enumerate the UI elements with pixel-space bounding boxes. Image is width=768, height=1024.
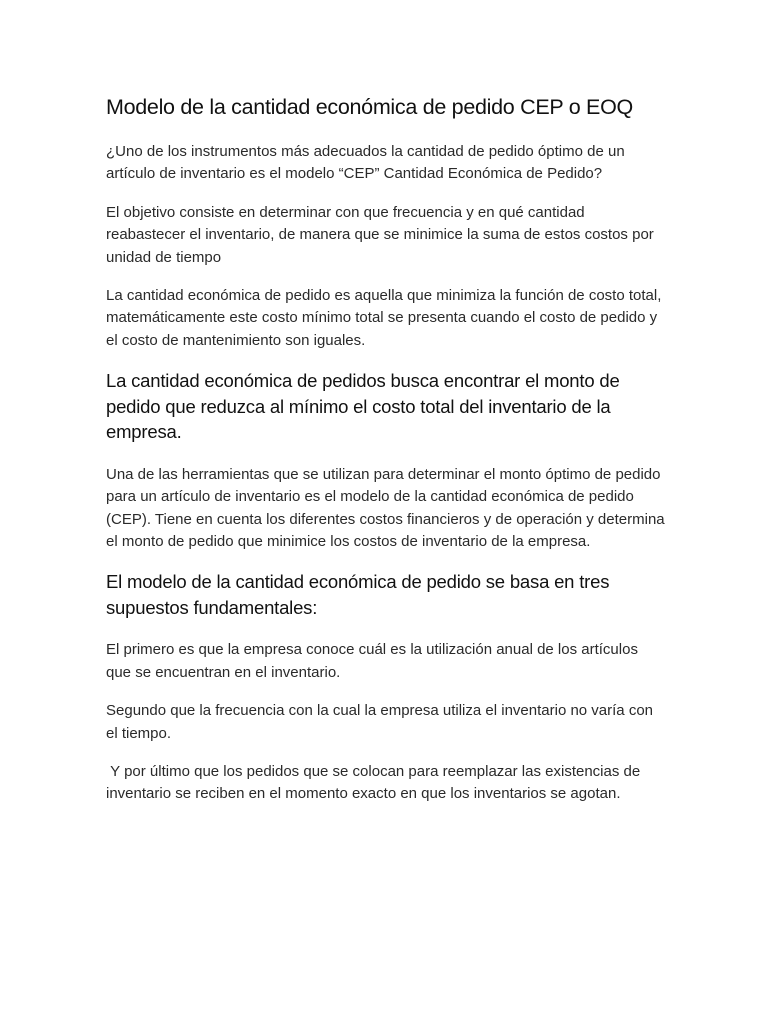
section-heading-purpose: La cantidad económica de pedidos busca encontrar el monto de pedido que reduzca al mínimo el costo total del inventario de la empresa. (106, 370, 620, 443)
intro-paragraph-question: ¿Uno de los instrumentos más adecuados la cantidad de pedido óptimo de un artículo de inventario es el modelo “CEP” Cantidad Económica de Pedido? (106, 143, 625, 183)
intro-paragraph-definition: La cantidad económica de pedido es aquella que minimiza la función de costo total, matemáticamente este costo mínimo total se presenta cuando el costo de pedido y el costo de mantenimiento son iguales. (106, 287, 662, 349)
assumption-paragraph-first: El primero es que la empresa conoce cuál es la utilización anual de los artículos que se encuentran en el inventario. (106, 641, 638, 681)
document-title: Modelo de la cantidad económica de pedido CEP o EOQ (106, 95, 633, 119)
section-paragraph-tools: Una de las herramientas que se utilizan para determinar el monto óptimo de pedido para un artículo de inventario es el modelo de la cantidad económica de pedido (CEP). Tiene en cuenta los diferentes costos financieros y de operación y determina el monto de pedido que minimice los costos de inventario de la empresa. (106, 465, 665, 550)
intro-paragraph-objective: El objetivo consiste en determinar con que frecuencia y en qué cantidad reabastecer el inventario, de manera que se minimice la suma de estos costos por unidad de tiempo (106, 203, 654, 266)
section-heading-assumptions: El modelo de la cantidad económica de pedido se basa en tres supuestos fundamentales: (106, 571, 610, 618)
document-body (106, 92, 666, 822)
assumption-paragraph-third: Y por último que los pedidos que se colocan para reemplazar las existencias de inventario se reciben en el momento exacto en que los inventarios se agotan. (106, 763, 645, 803)
assumption-paragraph-second: Segundo que la frecuencia con la cual la empresa utiliza el inventario no varía con el tiempo. (106, 702, 654, 742)
